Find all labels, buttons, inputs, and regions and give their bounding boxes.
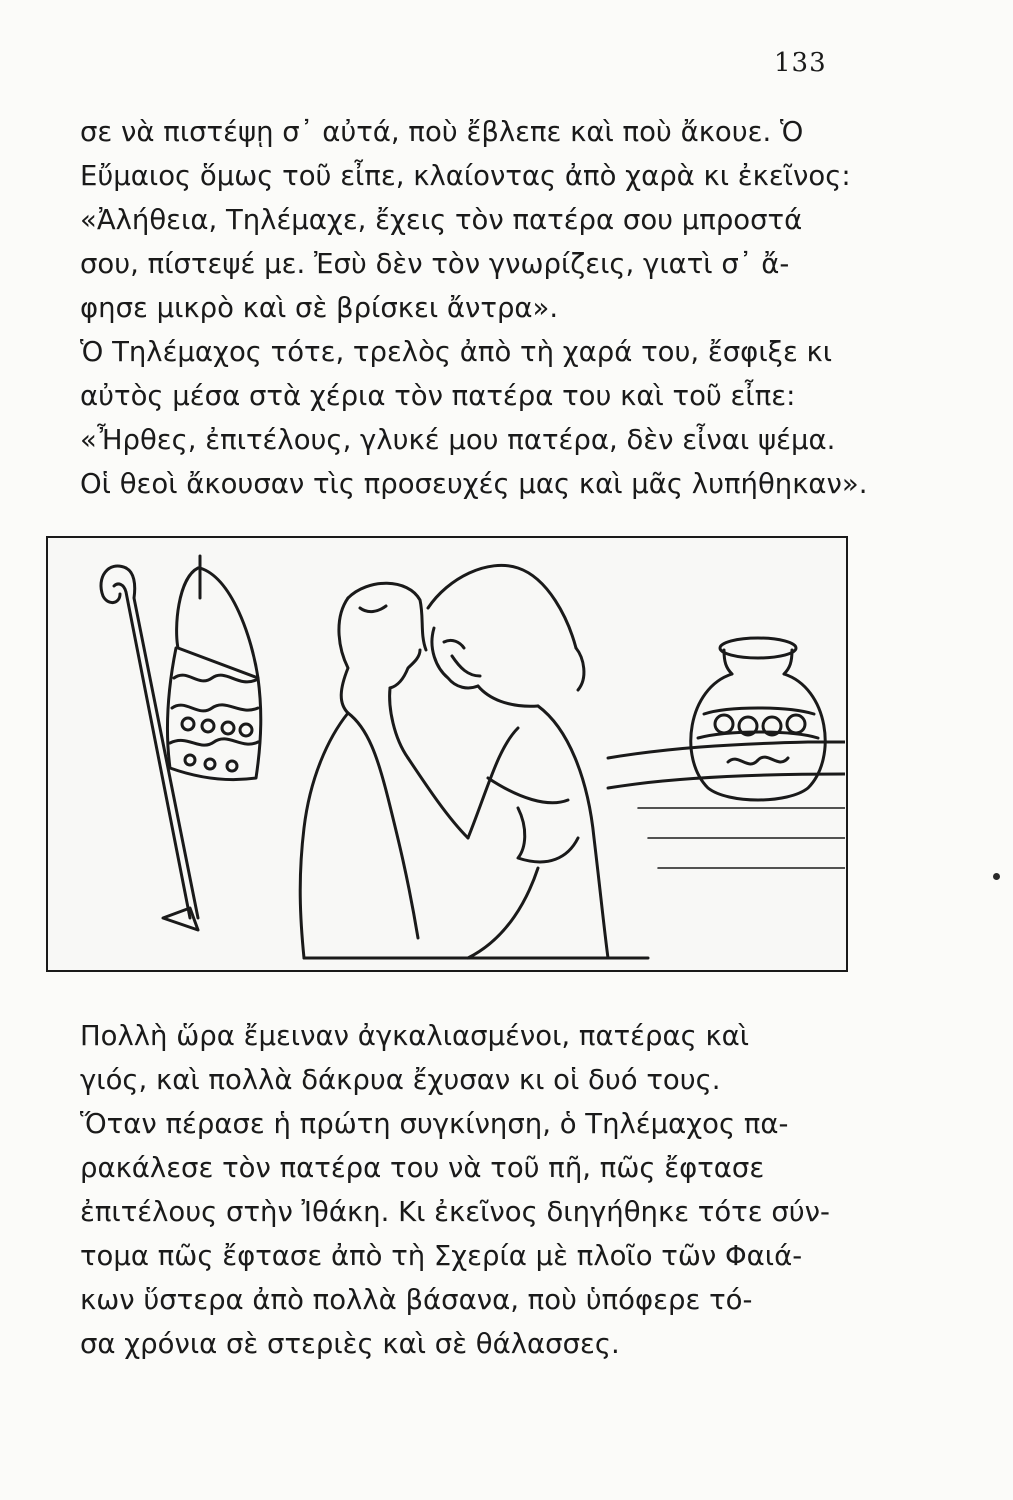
embrace-drawing — [48, 538, 845, 969]
text-line: ρακάλεσε τὸν πατέρα του νὰ τοῦ πῆ, πῶς ἔφτασε — [80, 1152, 765, 1184]
text-line: Οἱ θεοὶ ἄκουσαν τὶς προσευχές μας καὶ μᾶς λυπήθηκαν». — [80, 468, 868, 500]
bottom-paragraphs — [80, 1014, 862, 1366]
text-line: σε νὰ πιστέψῃ σ᾿ αὐτά, ποὺ ἔβλεπε καὶ ποὺ ἄκουε. Ὁ — [80, 116, 804, 148]
top-paragraphs — [80, 110, 868, 506]
text-line: σου, πίστεψέ με. Ἐσὺ δὲν τὸν γνωρίζεις, γιατὶ σ᾿ ἄ- — [80, 248, 790, 280]
shepherd-staff — [101, 566, 198, 930]
hanging-bag — [168, 556, 261, 780]
text-line: «Ἀλήθεια, Τηλέμαχε, ἔχεις τὸν πατέρα σου μπροστά — [80, 204, 803, 236]
text-line: κων ὕστερα ἀπὸ πολλὰ βάσανα, ποὺ ὑπόφερε τό- — [80, 1284, 753, 1316]
text-line: Εὔμαιος ὅμως τοῦ εἶπε, κλαίοντας ἀπὸ χαρὰ κι ἐκεῖνος: — [80, 160, 851, 192]
text-line: Πολλὴ ὥρα ἔμειναν ἀγκαλιασμένοι, πατέρας καὶ — [80, 1020, 750, 1052]
figure-telemachus — [300, 583, 468, 958]
wall-line — [608, 742, 845, 758]
ground-shading — [638, 808, 845, 868]
margin-dot — [993, 873, 1000, 880]
text-line: τομα πῶς ἔφτασε ἀπὸ τὴ Σχερία μὲ πλοῖο τῶν Φαιά- — [80, 1240, 803, 1272]
text-line: ἐπιτέλους στὴν Ἰθάκη. Κι ἐκεῖνος διηγήθηκε τότε σύν- — [80, 1196, 830, 1228]
text-line: αὐτὸς μέσα στὰ χέρια τὸν πατέρα του καὶ τοῦ εἶπε: — [80, 380, 796, 412]
illustration-embrace — [46, 536, 848, 972]
text-line: φησε μικρὸ καὶ σὲ βρίσκει ἄντρα». — [80, 292, 559, 324]
figure-odysseus — [428, 565, 648, 958]
text-line: «Ἦρθες, ἐπιτέλους, γλυκέ μου πατέρα, δὲν εἶναι ψέμα. — [80, 424, 836, 456]
text-line: Ὅταν πέρασε ἡ πρώτη συγκίνηση, ὁ Τηλέμαχος πα- — [80, 1108, 789, 1140]
text-line: Ὁ Τηλέμαχος τότε, τρελὸς ἀπὸ τὴ χαρά του, ἔσφιξε κι — [80, 336, 833, 368]
text-line: σα χρόνια σὲ στεριὲς καὶ σὲ θάλασσες. — [80, 1328, 620, 1360]
page-number: 133 — [774, 48, 827, 78]
text-line: γιός, καὶ πολλὰ δάκρυα ἔχυσαν κι οἱ δυό τους. — [80, 1064, 721, 1096]
